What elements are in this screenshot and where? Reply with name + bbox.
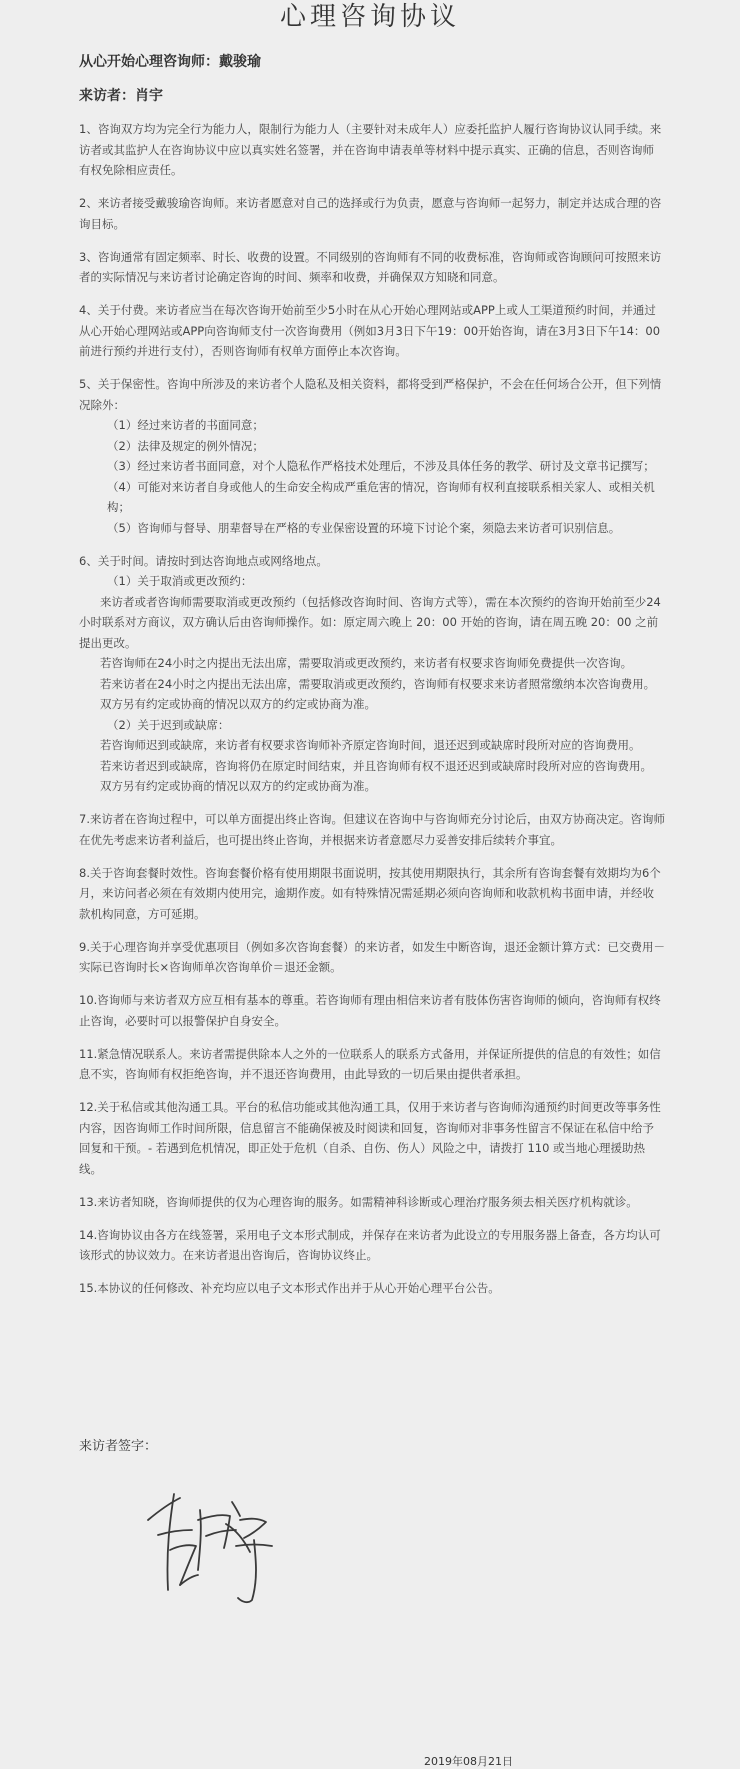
clause-4: 4、关于付费。来访者应当在每次咨询开始前至少5小时在从心开始心理网站或APP上或人工渠道预约时间，并通过从心开始心理网站或APP向咨询师支付一次咨询费用（例如3月3日下午19：00开始咨询，请在3月3日下午14：00前进行预约并进行支付），否则咨询师有权单方面停止本次咨询。 xyxy=(79,303,661,358)
clause-9: 9.关于心理咨询并享受优惠项目（例如多次咨询套餐）的来访者，如发生中断咨询，退还金额计算方式：已交费用－实际已咨询时长×咨询师单次咨询单价＝退还金额。 xyxy=(79,939,665,974)
clause-5-item: （1）经过来访者的书面同意； xyxy=(107,418,264,432)
clause-10: 10.咨询师与来访者双方应互相有基本的尊重。若咨询师有理由相信来访者有肢体伤害咨询师的倾向，咨询师有权终止咨询，必要时可以报警保护自身安全。 xyxy=(79,993,661,1028)
clause-14: 14.咨询协议由各方在线签署，采用电子文本形式制成，并保存在来访者为此设立的专用服务器上备查，各方均认可该形式的协议效力。在来访者退出咨询后，咨询协议终止。 xyxy=(79,1227,661,1262)
signing-date: 2019年08月21日 xyxy=(424,1755,513,1768)
clause-3: 3、咨询通常有固定频率、时长、收费的设置。不同级别的咨询师有不同的收费标准，咨询师或咨询顾问可按照来访者的实际情况与来访者讨论确定咨询的时间、频率和收费，并确保双方知晓和同意。 xyxy=(79,249,662,284)
handwritten-signature xyxy=(140,1480,290,1610)
clause-6-sub1-line: 若咨询师在24小时之内提出无法出席，需要取消或更改预约，来访者有权要求咨询师免费提供一次咨询。 xyxy=(100,656,633,670)
clause-5-item: （5）咨询师与督导、朋辈督导在严格的专业保密设置的环境下讨论个案，须隐去来访者可识别信息。 xyxy=(107,520,621,535)
document-title: 心理咨询协议 xyxy=(279,2,460,32)
clause-5: 5、关于保密性。咨询中所涉及的来访者个人隐私及相关资料，都将受到严格保护，不会在任何场合公开，但下列情况除外： xyxy=(79,377,662,412)
clause-7: 7.来访者在咨询过程中，可以单方面提出终止咨询。但建议在咨询中与咨询师充分讨论后，由双方协商决定。咨询师在优先考虑来访者利益后，也可提出终止咨询，并根据来访者意愿尽力妥善安排后续转介事宜。 xyxy=(79,812,665,847)
client-line: 来访者：肖宇 xyxy=(79,88,163,104)
clause-6-sub1-title: （1）关于取消或更改预约： xyxy=(107,574,253,588)
clause-15: 15.本协议的任何修改、补充均应以电子文本形式作出并于从心开始心理平台公告。 xyxy=(79,1281,500,1295)
clause-5-item: （3）经过来访者书面同意，对个人隐私作严格技术处理后，不涉及具体任务的教学、研讨及文章书记撰写； xyxy=(107,459,655,473)
clause-11: 11.紧急情况联系人。来访者需提供除本人之外的一位联系人的联系方式备用，并保证所提供的信息的有效性；如信息不实，咨询师有权拒绝咨询，并不退还咨询费用，由此导致的一切后果由提供者承担。 xyxy=(79,1046,661,1081)
clause-6-sub1-line: 双方另有约定或协商的情况以双方的约定或协商为准。 xyxy=(100,697,376,711)
clause-2: 2、来访者接受戴骏瑜咨询师。来访者愿意对自己的选择或行为负责，愿意与咨询师一起努力，制定并达成合理的咨询目标。 xyxy=(79,196,662,231)
clause-12: 12.关于私信或其他沟通工具。平台的私信功能或其他沟通工具，仅用于来访者与咨询师沟通预约时间更改等事务性内容，因咨询师工作时间所限，信息留言不能确保被及时阅读和回复，咨询师对非事务性留言不保证在私信中给予回复和干预。- 若遇到危机情况，即正处于危机（自杀、自伤、伤人）风险之中，请拨打 110 或当地心理援助热线。 xyxy=(79,1100,661,1176)
agreement-body xyxy=(79,119,665,1311)
clause-6-sub2-title: （2）关于迟到或缺席： xyxy=(107,717,230,732)
clause-1: 1、咨询双方均为完全行为能力人，限制行为能力人（主要针对未成年人）应委托监护人履行咨询协议认同手续。来访者或其监护人在咨询协议中应以真实姓名签署，并在咨询申请表单等材料中提示真实、正确的信息，否则咨询师有权免除相应责任。 xyxy=(79,122,662,177)
clause-6-sub2-line: 若来访者迟到或缺席，咨询将仍在原定时间结束，并且咨询师有权不退还迟到或缺席时段所对应的咨询费用。 xyxy=(100,758,652,773)
clause-13: 13.来访者知晓，咨询师提供的仅为心理咨询的服务。如需精神科诊断或心理治疗服务须去相关医疗机构就诊。 xyxy=(79,1194,638,1209)
clause-6-sub2-line: 若咨询师迟到或缺席，来访者有权要求咨询师补齐原定咨询时间，退还迟到或缺席时段所对应的咨询费用。 xyxy=(100,738,641,752)
clause-6-sub2-line: 双方另有约定或协商的情况以双方的约定或协商为准。 xyxy=(100,779,376,793)
clause-6-sub1-line: 若来访者在24小时之内提出无法出席，需要取消或更改预约，咨询师有权要求来访者照常缴纳本次咨询费用。 xyxy=(100,676,656,691)
clause-5-item: （2）法律及规定的例外情况； xyxy=(107,438,264,453)
counselor-line: 从心开始心理咨询师：戴骏瑜 xyxy=(79,54,261,70)
clause-6-sub1-line: 来访者或者咨询师需要取消或更改预约（包括修改咨询时间、咨询方式等），需在本次预约的咨询开始前至少24小时联系对方商议，双方确认后由咨询师操作。如：原定周六晚上 20：00 开始的咨询，请在周五晚 20：00 之前提出更改。 xyxy=(79,594,661,650)
clause-5-item: （4）可能对来访者自身或他人的生命安全构成严重危害的情况，咨询师有权利直接联系相关家人、或相关机构； xyxy=(107,479,655,514)
signature-label: 来访者签字： xyxy=(79,1439,158,1454)
clause-8: 8.关于咨询套餐时效性。咨询套餐价格有使用期限书面说明，按其使用期限执行，其余所有咨询套餐有效期均为6个月，来访问者必须在有效期内使用完，逾期作废。如有特殊情况需延期必须向咨询师和收款机构书面申请，并经收款机构同意，方可延期。 xyxy=(79,865,661,921)
clause-6: 6、关于时间。请按时到达咨询地点或网络地点。 xyxy=(79,553,328,568)
